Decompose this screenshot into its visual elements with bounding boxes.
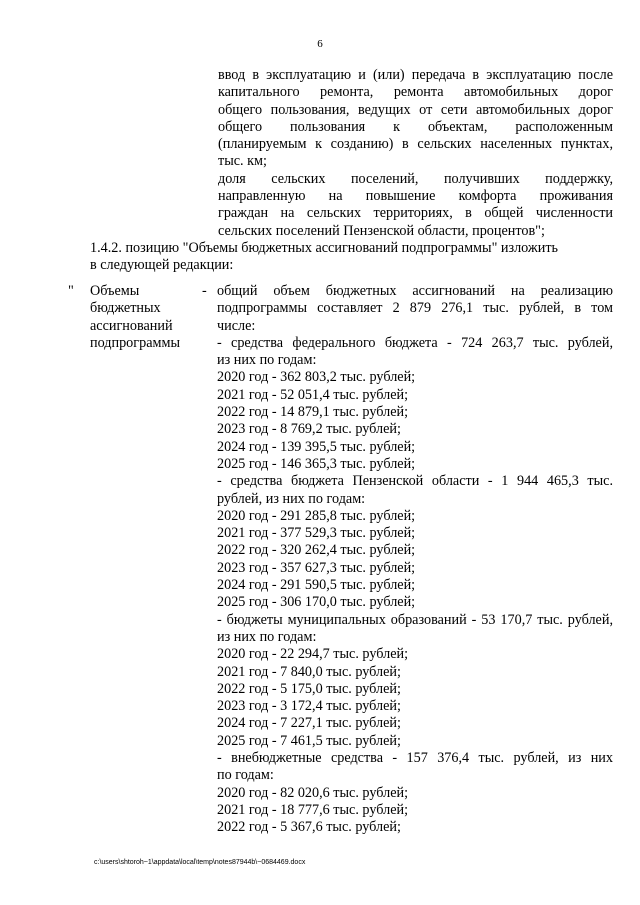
table-value-line: 2024 год - 7 227,1 тыс. рублей; — [217, 715, 401, 732]
table-value-line: - средства федерального бюджета - 724 263,7 тыс. рублей, — [217, 334, 613, 351]
top-line: (планируемым к созданию) в сельских населенных пунктах, — [218, 136, 613, 153]
table-value-line: 2025 год - 146 365,3 тыс. рублей; — [217, 455, 416, 472]
table-value-line: 2020 год - 291 285,8 тыс. рублей; — [217, 507, 416, 524]
table-label-line: Объемы — [90, 283, 140, 299]
open-quote: " — [68, 283, 74, 299]
table-value-line: - внебюджетные средства - 157 376,4 тыс. рублей, из них — [217, 750, 613, 767]
table-value-line: 2024 год - 139 395,5 тыс. рублей; — [217, 438, 416, 455]
table-value-line: 2020 год - 82 020,6 тыс. рублей; — [217, 784, 409, 801]
table-value-line: подпрограммы составляет 2 879 276,1 тыс. рублей, в том — [217, 300, 613, 317]
top-line: ввод в эксплуатацию и (или) передача в эксплуатацию после — [218, 67, 613, 83]
table-value-line: 2023 год - 357 627,3 тыс. рублей; — [217, 559, 416, 576]
amendment-paragraph — [90, 240, 613, 275]
top-line: общего пользования к объектам, расположенным — [218, 118, 613, 135]
table-value-line: 2023 год - 3 172,4 тыс. рублей; — [217, 698, 401, 715]
top-line: капитального ремонта, ремонта автомобильных дорог — [218, 84, 613, 101]
table-label-cell — [90, 283, 200, 352]
table-value-line: 2021 год - 52 051,4 тыс. рублей; — [217, 386, 409, 403]
page-number: 6 — [317, 38, 323, 50]
top-line: общего пользования, ведущих от сети автомобильных дорог — [218, 101, 613, 118]
table-value-line: 2023 год - 8 769,2 тыс. рублей; — [217, 421, 401, 438]
table-value-line: 2022 год - 14 879,1 тыс. рублей; — [217, 404, 409, 421]
table-value-line: 2022 год - 5 367,6 тыс. рублей; — [217, 819, 401, 836]
top-line: граждан на сельских территориях, в общей численности — [218, 205, 613, 222]
table-value-line: - средства бюджета Пензенской области - 1 944 465,3 тыс. — [217, 473, 613, 490]
table-value-line: 2021 год - 7 840,0 тыс. рублей; — [217, 663, 401, 680]
table-value-line: 2020 год - 22 294,7 тыс. рублей; — [217, 646, 409, 663]
table-value-line: из них по годам: — [217, 352, 317, 369]
table-value-line: 2025 год - 306 170,0 тыс. рублей; — [217, 594, 416, 611]
table-value-line: из них по годам: — [217, 628, 317, 645]
table-value-cell — [217, 283, 613, 837]
top-line: направленную на повышение комфорта проживания — [218, 188, 613, 205]
table-value-line: 2022 год - 320 262,4 тыс. рублей; — [217, 542, 416, 559]
top-line: сельских поселений Пензенской области, процентов"; — [218, 222, 545, 239]
table-value-line: общий объем бюджетных ассигнований на реализацию — [217, 283, 613, 299]
table-value-line: 2021 год - 377 529,3 тыс. рублей; — [217, 525, 416, 542]
table-value-line: 2020 год - 362 803,2 тыс. рублей; — [217, 369, 416, 386]
table-value-line: 2022 год - 5 175,0 тыс. рублей; — [217, 680, 401, 697]
table-value-line: по годам: — [217, 767, 274, 784]
table-value-line: 2025 год - 7 461,5 тыс. рублей; — [217, 732, 401, 749]
paragraph-line: в следующей редакции: — [90, 257, 234, 274]
table-value-line: 2024 год - 291 590,5 тыс. рублей; — [217, 577, 416, 594]
table-label-line: подпрограммы — [90, 334, 180, 351]
table-value-line: числе: — [217, 317, 256, 334]
table-value-line: 2021 год - 18 777,6 тыс. рублей; — [217, 801, 409, 818]
top-text-block — [218, 67, 613, 240]
top-line: доля сельских поселений, получивших поддержку, — [218, 170, 613, 187]
table-dash: - — [202, 283, 207, 299]
table-label-line: ассигнований — [90, 317, 173, 334]
paragraph-line: 1.4.2. позицию "Объемы бюджетных ассигнований подпрограммы" изложить — [90, 240, 558, 256]
table-label-line: бюджетных — [90, 300, 161, 317]
document-path-footer: c:\users\shtoroh~1\appdata\local\temp\notes87944b\~0684469.docx — [94, 859, 306, 866]
table-value-line: рублей, из них по годам: — [217, 490, 366, 507]
table-value-line: - бюджеты муниципальных образований - 53 170,7 тыс. рублей, — [217, 611, 613, 628]
top-line: тыс. км; — [218, 153, 267, 170]
